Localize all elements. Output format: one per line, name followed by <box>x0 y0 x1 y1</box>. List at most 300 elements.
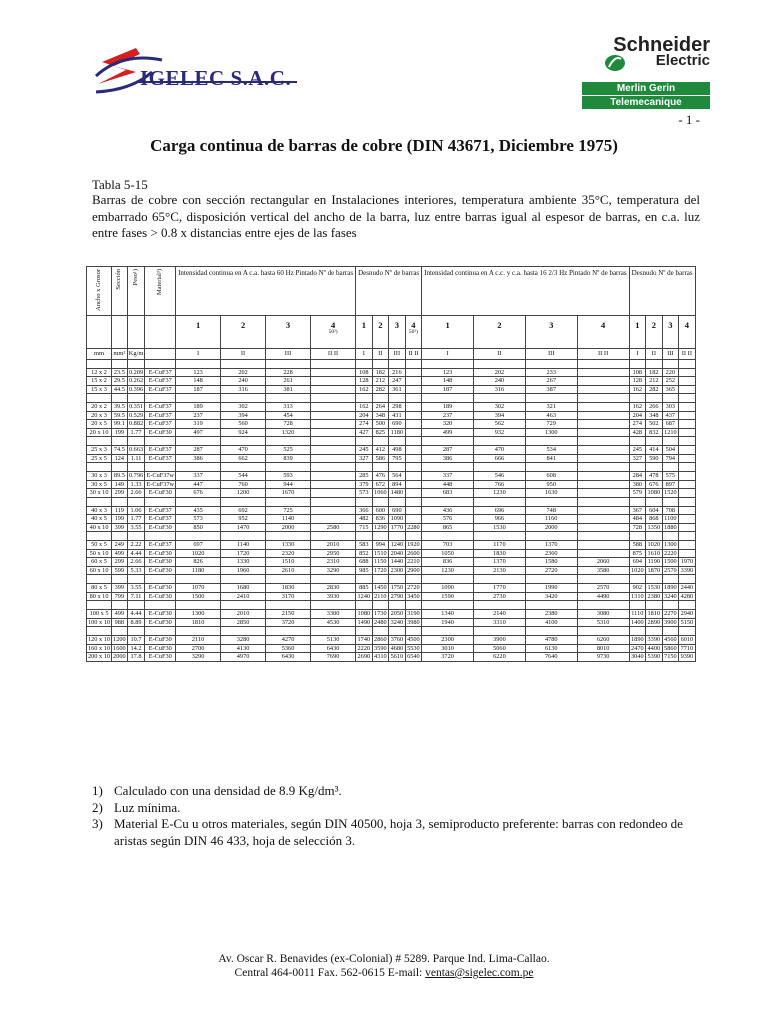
gap-cell <box>662 532 679 541</box>
table-cell: 478 <box>646 472 663 481</box>
gap-cell <box>311 394 356 403</box>
table-cell: 267 <box>525 377 577 386</box>
table-cell <box>577 506 629 515</box>
gap-cell <box>577 463 629 472</box>
table-cell: 50 x 10 <box>87 549 112 558</box>
gap-cell <box>422 497 474 506</box>
table-cell: 2720 <box>525 566 577 575</box>
table-cell: 20 x 5 <box>87 420 112 429</box>
table-cell: 850 <box>176 523 221 532</box>
table-cell <box>679 506 696 515</box>
table-cell <box>577 489 629 498</box>
page-number: - 1 - <box>678 112 700 127</box>
table-cell: E-CuF37 <box>145 454 176 463</box>
table-cell: 1720 <box>374 566 387 574</box>
table-cell <box>405 403 422 412</box>
unit-head: mm² <box>112 348 128 359</box>
gap-cell <box>646 532 663 541</box>
table-cell <box>311 368 356 377</box>
row-gap <box>87 437 696 446</box>
table-cell <box>679 489 696 498</box>
gap-cell <box>577 359 629 368</box>
gap-cell <box>662 394 679 403</box>
gap-cell <box>266 359 311 368</box>
table-cell: 799 <box>112 592 128 601</box>
gap-cell <box>176 463 221 472</box>
table-cell: 2900 <box>407 566 420 574</box>
table-cell: 247 <box>389 377 406 386</box>
gap-cell <box>389 532 406 541</box>
table-cell: 5610 <box>390 653 404 661</box>
table-cell: 1810 <box>647 610 661 618</box>
table-cell <box>577 403 629 412</box>
table-cell: 608 <box>525 472 577 481</box>
gap-cell <box>266 497 311 506</box>
table-cell: 944 <box>266 480 311 489</box>
table-cell: E-CuF30 <box>145 636 176 645</box>
table-cell: 1770 <box>390 523 404 531</box>
table-cell: 1680 <box>221 584 266 593</box>
table-cell: 688 <box>356 558 373 567</box>
blank-head <box>127 315 145 348</box>
table-cell: 128 <box>629 377 646 386</box>
table-cell: 697 <box>176 541 221 550</box>
gap-cell <box>577 575 629 584</box>
table-cell: 3290 <box>311 566 356 575</box>
table-cell: 502 <box>646 420 663 429</box>
gap-cell <box>221 437 266 446</box>
table-cell: 3390 <box>647 636 661 644</box>
table-cell: 108 <box>629 368 646 377</box>
table-cell: 1830 <box>474 549 526 558</box>
roman-head: II <box>646 348 663 359</box>
gap-cell <box>646 437 663 446</box>
gap-cell <box>662 359 679 368</box>
table-cell: 5360 <box>266 644 311 653</box>
table-cell: E-CuF30 <box>145 566 176 575</box>
gap-cell <box>127 627 145 636</box>
table-cell: 1450 <box>374 584 387 592</box>
table-cell: 1140 <box>221 541 266 550</box>
table-cell: 386 <box>422 454 474 463</box>
table-cell: 499 <box>422 428 474 437</box>
merlin-gerin-bar: Merlin Gerin <box>582 82 710 95</box>
table-cell <box>311 480 356 489</box>
roman-head: II <box>372 348 389 359</box>
table-cell: 5060 <box>474 644 526 653</box>
table-cell: 212 <box>646 377 663 386</box>
table-cell: 525 <box>266 446 311 455</box>
table-cell: 387 <box>525 385 577 394</box>
roman-head: III <box>662 348 679 359</box>
table-cell: 2280 <box>407 523 420 531</box>
gap-cell <box>87 601 112 610</box>
table-cell: 852 <box>356 549 373 558</box>
table-cell: 2830 <box>311 584 356 593</box>
gap-cell <box>662 575 679 584</box>
row-gap <box>87 497 696 506</box>
gap-cell <box>525 575 577 584</box>
roman-head: III <box>266 348 311 359</box>
table-cell <box>679 472 696 481</box>
table-cell: 100 x 5 <box>87 610 112 619</box>
gap-cell <box>112 497 128 506</box>
table-cell: 836 <box>372 515 389 524</box>
gap-cell <box>405 497 422 506</box>
spacing-note: 50²) <box>328 329 338 336</box>
table-cell: 74.5 <box>112 446 128 455</box>
table-cell: 264 <box>372 403 389 412</box>
table-cell: 148 <box>422 377 474 386</box>
gap-cell <box>629 575 646 584</box>
table-cell <box>679 541 696 550</box>
table-row <box>87 558 696 567</box>
table-cell: 2040 <box>390 549 404 557</box>
table-cell: 2300 <box>390 566 404 574</box>
unit-head: Kg/m <box>127 348 145 359</box>
gap-cell <box>422 437 474 446</box>
table-cell <box>679 480 696 489</box>
table-cell <box>405 446 422 455</box>
gap-cell <box>474 359 526 368</box>
table-cell: 2000 <box>113 653 126 661</box>
gap-cell <box>87 437 112 446</box>
table-cell: 885 <box>356 584 373 593</box>
table-cell: 187 <box>422 385 474 394</box>
gap-cell <box>221 497 266 506</box>
table-cell <box>679 446 696 455</box>
table-cell <box>679 454 696 463</box>
table-cell: 2060 <box>577 558 629 567</box>
table-cell: 7150 <box>664 653 677 661</box>
table-cell: 3240 <box>664 592 677 600</box>
table-cell: E-CuF30 <box>145 653 176 662</box>
table-cell: 599 <box>112 566 128 575</box>
table-cell: E-CuF30 <box>145 584 176 593</box>
table-cell: 431 <box>389 411 406 420</box>
table-cell: 988 <box>112 618 128 627</box>
table-cell: 367 <box>629 506 646 515</box>
table-cell: 216 <box>389 368 406 377</box>
gap-cell <box>389 575 406 584</box>
table-cell: 1960 <box>221 566 266 575</box>
gap-cell <box>422 394 474 403</box>
bar-number: 1 <box>356 315 373 348</box>
table-cell: 470 <box>474 446 526 455</box>
bar-number: 2 <box>646 315 663 348</box>
gap-cell <box>221 532 266 541</box>
schneider-logo <box>582 34 710 110</box>
table-cell: 1020 <box>647 541 661 549</box>
table-cell: 100 x 10 <box>88 618 111 626</box>
gap-cell <box>176 601 221 610</box>
gap-cell <box>176 437 221 446</box>
blank-head <box>87 315 112 348</box>
gap-cell <box>525 437 577 446</box>
table-cell: 182 <box>372 368 389 377</box>
table-cell: 274 <box>356 420 373 429</box>
footnote <box>92 816 702 849</box>
table-cell: 80 x 5 <box>87 584 112 593</box>
gap-cell <box>389 394 406 403</box>
table-cell: 8.89 <box>127 618 145 627</box>
table-cell <box>311 506 356 515</box>
table-row <box>87 489 696 498</box>
row-gap <box>87 463 696 472</box>
table-cell: 499 <box>112 610 128 619</box>
table-cell <box>311 377 356 386</box>
table-cell: 148 <box>176 377 221 386</box>
table-cell <box>577 454 629 463</box>
table-cell: 2.66 <box>127 558 145 567</box>
table-cell: E-CuF37 <box>145 368 176 377</box>
gap-cell <box>112 532 128 541</box>
table-cell: 287 <box>422 446 474 455</box>
table-cell: 504 <box>662 446 679 455</box>
gap-cell <box>474 463 526 472</box>
gap-cell <box>405 463 422 472</box>
table-cell: 327 <box>629 454 646 463</box>
table-cell: 868 <box>646 515 663 524</box>
table-cell: 1530 <box>647 584 661 592</box>
gap-cell <box>311 497 356 506</box>
table-cell: 189 <box>422 403 474 412</box>
table-cell: 1510 <box>374 549 387 557</box>
table-cell: 1200 <box>113 636 126 644</box>
table-cell: 5130 <box>311 636 356 645</box>
gap-cell <box>221 359 266 368</box>
table-cell: 299 <box>112 558 128 567</box>
table-cell: 1160 <box>525 515 577 524</box>
bar-number: 1 <box>422 315 474 348</box>
table-cell: 4970 <box>221 653 266 662</box>
gap-cell <box>389 627 406 636</box>
table-cell: 124 <box>112 454 128 463</box>
table-cell: 2010 <box>311 541 356 550</box>
table-cell: 240 <box>474 377 526 386</box>
table-cell: 9390 <box>680 653 694 661</box>
table-cell: E-CuF37 <box>145 515 176 524</box>
table-cell: 690 <box>389 506 406 515</box>
sigelec-logo-text: IGELEC S.A.C. <box>140 66 292 90</box>
table-cell: E-CuF30 <box>145 523 176 532</box>
row-gap <box>87 601 696 610</box>
table-cell: 394 <box>221 411 266 420</box>
table-cell: 437 <box>662 411 679 420</box>
table-cell: 414 <box>646 446 663 455</box>
gap-cell <box>474 394 526 403</box>
table-cell: 40 x 10 <box>87 523 112 532</box>
gap-cell <box>127 575 145 584</box>
table-cell: 228 <box>266 368 311 377</box>
table-cell: 865 <box>422 523 474 532</box>
gap-cell <box>422 575 474 584</box>
table-cell: 579 <box>629 489 646 498</box>
table-cell: 6220 <box>474 653 526 662</box>
roman-head: II II <box>679 348 696 359</box>
table-cell: 189 <box>176 403 221 412</box>
unit-head <box>145 348 176 359</box>
telemecanique-bar: Telemecanique <box>582 96 710 109</box>
gap-cell <box>372 359 389 368</box>
gap-cell <box>629 437 646 446</box>
table-cell: 3900 <box>474 636 526 645</box>
page-title: Carga continua de barras de cobre (DIN 43671, Diciembre 1975) <box>150 136 618 155</box>
table-cell: 2570 <box>577 584 629 593</box>
table-cell <box>577 549 629 558</box>
gap-cell <box>474 627 526 636</box>
table-cell: 4.44 <box>127 610 145 619</box>
table-cell: 4680 <box>390 644 404 652</box>
gap-cell <box>577 394 629 403</box>
table-cell: 80 x 10 <box>87 592 112 601</box>
table-cell: 662 <box>221 454 266 463</box>
gap-cell <box>525 463 577 472</box>
gap-cell <box>525 497 577 506</box>
gap-cell <box>356 532 373 541</box>
table-cell: 337 <box>422 472 474 481</box>
table-cell: 3300 <box>311 610 356 619</box>
group-head: Desnudo Nº de barras <box>629 267 695 316</box>
table-cell: 1070 <box>176 584 221 593</box>
table-cell: 1.77 <box>127 428 145 437</box>
table-cell: 564 <box>389 472 406 481</box>
footnote-number: 2) <box>92 799 103 815</box>
gap-cell <box>405 359 422 368</box>
row-gap <box>87 627 696 636</box>
table-cell: 1170 <box>474 541 526 550</box>
table-cell: 1020 <box>176 549 221 558</box>
table-cell: E-CuF30 <box>145 558 176 567</box>
roman-head: II II <box>405 348 422 359</box>
bar-number: 3 <box>389 315 406 348</box>
table-cell: 337 <box>176 472 221 481</box>
gap-cell <box>145 627 176 636</box>
table-cell: 1500 <box>664 558 677 566</box>
table-cell <box>311 403 356 412</box>
table-cell: 924 <box>221 428 266 437</box>
table-cell <box>679 368 696 377</box>
table-cell: 187 <box>176 385 221 394</box>
table-cell <box>679 385 696 394</box>
table-cell: 725 <box>266 506 311 515</box>
table-cell: 220 <box>662 368 679 377</box>
table-cell: 321 <box>525 403 577 412</box>
table-cell: 320 <box>422 420 474 429</box>
table-cell <box>577 420 629 429</box>
table-cell: 365 <box>662 385 679 394</box>
table-cell: 1520 <box>664 489 677 497</box>
table-cell: 99.1 <box>112 420 128 429</box>
table-cell: 319 <box>176 420 221 429</box>
table-cell <box>577 411 629 420</box>
gap-cell <box>679 601 696 610</box>
table-cell: 1940 <box>422 618 474 627</box>
table-cell: 123 <box>422 368 474 377</box>
table-cell: 3080 <box>577 610 629 619</box>
schneider-electric: Electric <box>655 52 710 69</box>
table-cell: 841 <box>525 454 577 463</box>
gap-cell <box>389 601 406 610</box>
footnote-number: 1) <box>92 783 103 798</box>
table-cell: 604 <box>646 506 663 515</box>
table-cell: 6130 <box>525 644 577 653</box>
gap-cell <box>127 394 145 403</box>
table-cell: 1720 <box>221 549 266 558</box>
table-cell: 728 <box>266 420 311 429</box>
table-cell <box>311 446 356 455</box>
unit-head: mm <box>87 348 112 359</box>
table-cell: 381 <box>266 385 311 394</box>
table-cell: 327 <box>356 454 373 463</box>
gap-cell <box>266 601 311 610</box>
table-cell: 3240 <box>390 618 404 626</box>
table-cell: 0.796 <box>128 472 144 480</box>
header-row-titles <box>87 267 696 316</box>
table-cell <box>679 523 696 532</box>
table-cell: 476 <box>372 472 389 481</box>
table-cell: 313 <box>266 403 311 412</box>
gap-cell <box>87 532 112 541</box>
table-cell: 252 <box>662 377 679 386</box>
gap-cell <box>176 575 221 584</box>
gap-cell <box>311 437 356 446</box>
gap-cell <box>311 359 356 368</box>
table-row <box>87 385 696 394</box>
table-cell: 1.11 <box>127 454 145 463</box>
gap-cell <box>679 532 696 541</box>
table-cell <box>577 446 629 455</box>
table-cell: 1880 <box>664 523 677 531</box>
gap-cell <box>525 532 577 541</box>
table-cell: 1480 <box>390 489 404 497</box>
table-cell: 696 <box>474 506 526 515</box>
table-cell: 2.22 <box>127 541 145 550</box>
table-cell: 588 <box>629 541 646 550</box>
table-cell <box>405 472 422 481</box>
table-cell: 2890 <box>647 618 661 626</box>
table-cell: 2000 <box>266 523 311 532</box>
table-cell: 0.262 <box>128 377 144 385</box>
gap-cell <box>405 437 422 446</box>
group-head: Intensidad continua en A c.a. hasta 60 Hz Pintado Nº de barras <box>176 267 356 316</box>
row-gap <box>87 359 696 368</box>
table-cell: 428 <box>629 428 646 437</box>
email-link[interactable]: ventas@sigelec.com.pe <box>425 967 534 979</box>
header-row-bar-numbers <box>87 315 696 348</box>
table-cell: 23.5 <box>112 368 128 377</box>
table-cell: 4310 <box>374 653 387 661</box>
group-head: Desnudo Nº de barras <box>356 267 422 316</box>
table-cell: 4400 <box>647 644 661 652</box>
table-cell: 1500 <box>176 592 221 601</box>
table-cell: 2380 <box>525 610 577 619</box>
table-cell <box>311 489 356 498</box>
table-cell: 2270 <box>664 610 677 618</box>
gap-cell <box>127 463 145 472</box>
roman-head: I <box>176 348 221 359</box>
table-cell: 1630 <box>525 489 577 498</box>
gap-cell <box>372 497 389 506</box>
table-cell: 534 <box>525 446 577 455</box>
gap-cell <box>176 359 221 368</box>
gap-cell <box>372 532 389 541</box>
table-row <box>87 403 696 412</box>
table-cell: 4280 <box>680 592 694 600</box>
table-cell: 1370 <box>525 541 577 550</box>
gap-cell <box>646 627 663 636</box>
table-cell: E-CuF30 <box>145 489 176 498</box>
